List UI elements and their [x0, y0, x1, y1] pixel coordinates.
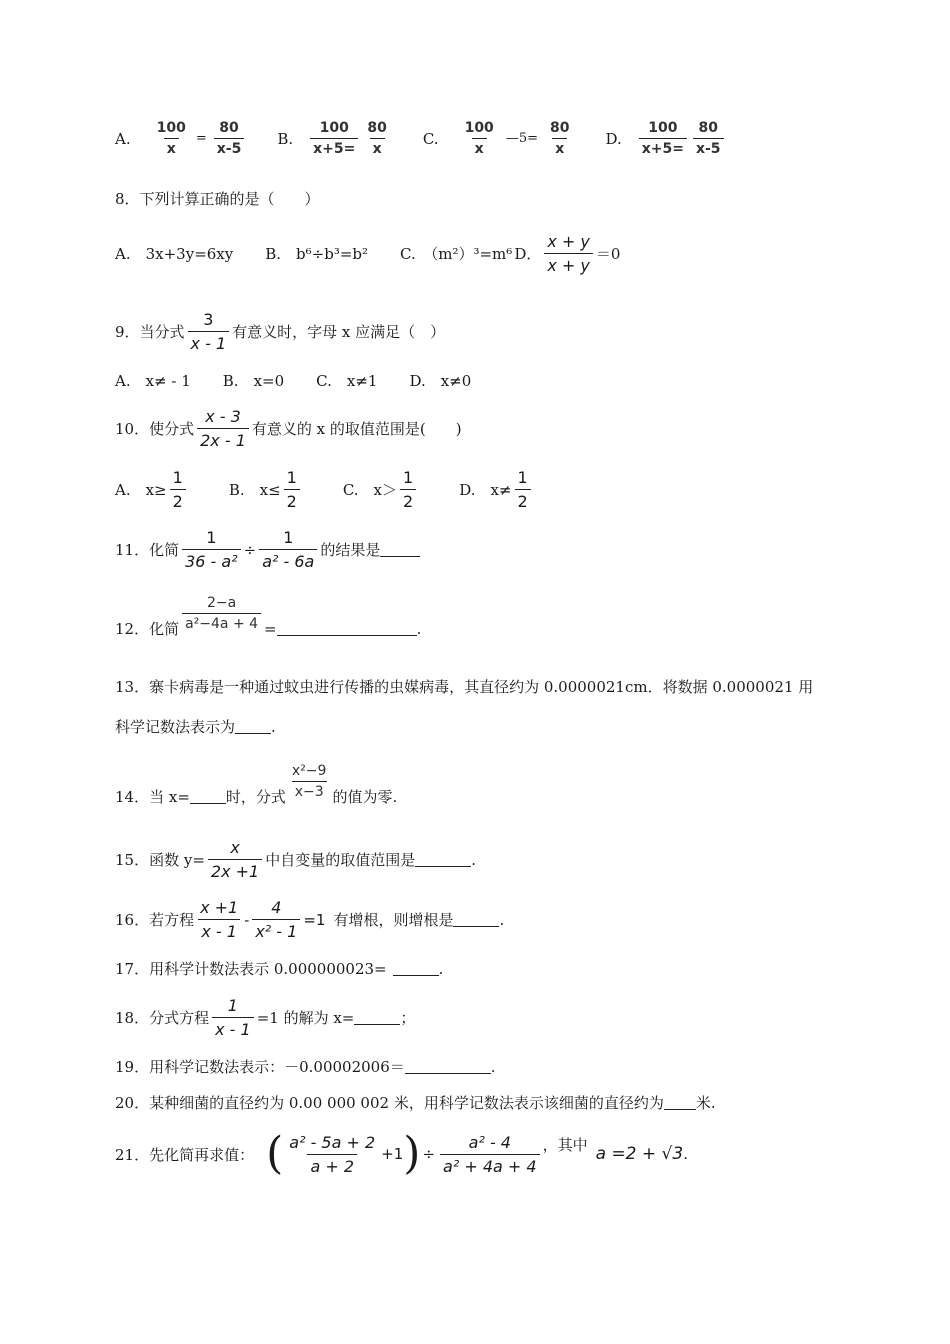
fraction: $\frac{x +1}{x - 1}$ [200, 898, 239, 941]
q19-stem: 19．用科学记数法表示：－0.00002006＝ . [115, 1057, 496, 1076]
q12-stem: 12．化简 $\frac{2-a}{\text{a²−4a + 4}}$ = . [115, 595, 422, 638]
option-label: D. [605, 129, 622, 148]
fraction: $\frac{\text{x²−9}}{x-3}$ [291, 763, 327, 800]
fraction: $\frac{\text{a² - 5a + 2}}{a + 2}$ [289, 1132, 376, 1176]
q8-stem: 8．下列计算正确的是（ ） [115, 190, 320, 208]
q9-option-c[interactable]: C. x≠1 [316, 372, 378, 390]
q10-option-c[interactable]: C. x＞ $\frac{1}{2}$ [343, 468, 419, 511]
answer-blank[interactable] [664, 1095, 696, 1110]
q7-option-c[interactable]: C. $\frac{100}{x}$ —5= $\frac{80}{x}$ [423, 120, 576, 157]
q15-stem: 15．函数 y= $\frac{x}{2x +1}$ 中自变量的取值范围是 . [115, 838, 477, 881]
fraction: $\frac{4}{\text{x² - 1}}$ [252, 898, 300, 941]
q9-option-b[interactable]: B. x=0 [222, 372, 285, 390]
answer-blank[interactable] [277, 621, 417, 636]
fraction: $\frac{\text{a² - 4}}{\text{a² + 4a + 4}}$ [440, 1133, 540, 1176]
q9-option-d[interactable]: D. x≠0 [409, 372, 472, 390]
answer-blank[interactable] [405, 1059, 491, 1074]
q9-stem: 9．当分式 $\frac{3}{x - 1}$ 有意义时，字母 x 应满足（ ） [115, 310, 446, 353]
q17-stem: 17．用科学计数法表示 0.000000023= . [115, 959, 444, 978]
fraction: $\frac{80}{x-5}$ [214, 120, 245, 157]
q8-options: A. 3x+3y=6xy B. b⁶÷b³=b² C. （m²）³=m⁶ D． $\frac{x + y}{x + y}$ ＝0 [115, 232, 621, 275]
q16-stem: 16．若方程 $\frac{x +1}{x - 1}$ - $\frac{4}{\text{x² - 1}}$ =1 有增根，则增根是 . [115, 898, 505, 941]
q7-option-d[interactable] [605, 120, 726, 157]
fraction: $\frac{1}{\text{36 - a²}}$ [182, 528, 241, 571]
fraction: $\frac{x - 3}{2x - 1}$ [197, 407, 249, 450]
fraction: $\frac{100}{x}$ [156, 120, 186, 157]
q9-options [115, 370, 471, 391]
fraction: $\frac{100}{x}$ [464, 120, 494, 157]
answer-blank[interactable] [453, 912, 499, 927]
left-paren: ( [266, 1128, 284, 1179]
q13-line2: 科学记数法表示为 . [115, 717, 276, 736]
q10-options [115, 468, 564, 511]
fraction: $\frac{80}{x-5}$ [693, 120, 724, 157]
q7-option-b[interactable] [277, 120, 393, 157]
q10-option-a[interactable]: A. x≥ $\frac{1}{2}$ [115, 468, 189, 511]
fraction: $\frac{x + y}{x + y}$ [544, 232, 593, 275]
answer-blank[interactable] [393, 961, 439, 976]
fraction: $\frac{x}{2x +1}$ [208, 838, 262, 881]
q8-option-b[interactable]: B. b⁶÷b³=b² [265, 245, 369, 263]
answer-blank[interactable] [380, 542, 420, 557]
fraction: $\frac{80}{x}$ [549, 120, 570, 157]
answer-blank[interactable] [415, 852, 471, 867]
option-label: B. [277, 129, 294, 148]
q8-option-a[interactable]: A. 3x+3y=6xy [115, 245, 234, 263]
answer-blank[interactable] [190, 789, 226, 804]
option-label: A. [115, 129, 131, 148]
q10-option-b[interactable]: B. x≤ $\frac{1}{2}$ [229, 468, 303, 511]
q18-stem: 18．分式方程 $\frac{1}{x - 1}$ =1 的解为 x= ； [115, 996, 416, 1039]
fraction: $\frac{1}{\text{a² - 6a}}$ [259, 528, 317, 571]
answer-blank[interactable] [235, 719, 271, 734]
q8-option-d[interactable]: D． [514, 245, 542, 263]
q10-stem: 10．使分式 $\frac{x - 3}{2x - 1}$ 有意义的 x 的取值范围是( ) [115, 407, 462, 450]
fraction: $\frac{3}{x - 1}$ [188, 310, 230, 353]
q11-stem: 11．化简 $\frac{1}{\text{36 - a²}}$ ÷ $\frac{1}{\text{a² - 6a}}$ 的结果是 [115, 528, 420, 571]
q9-option-a[interactable]: A. x≠ - 1 [115, 372, 191, 390]
option-label: C. [422, 129, 439, 148]
q21-stem: 21．先化简再求值： ( $\frac{\text{a² - 5a + 2}}{a + 2}$ +1 ) ÷ $\frac{\text{a² - 4}}{\text{a² + 4a + 4}}$ ，其中 a =2 + √3 . [115, 1128, 688, 1179]
answer-blank[interactable] [354, 1010, 400, 1025]
q20-stem: 20．某种细菌的直径约为 0.00 000 002 米，用科学记数法表示该细菌的直径约为 米. [115, 1094, 716, 1112]
q8-option-c[interactable]: C. （m²）³=m⁶ [400, 245, 513, 263]
fraction: $\frac{2-a}{\text{a²−4a + 4}}$ [182, 595, 261, 632]
q7-options [115, 120, 757, 157]
q14-stem: 14．当 x= 时，分式 $\frac{\text{x²−9}}{x-3}$ 的值为零. [115, 763, 398, 806]
fraction: $\frac{1}{x - 1}$ [212, 996, 254, 1039]
q7-option-a[interactable]: A. $\frac{100}{x}$ = $\frac{80}{x-5}$ [115, 120, 247, 157]
q10-option-d[interactable]: D. x≠ $\frac{1}{2}$ [459, 468, 533, 511]
right-paren: ) [403, 1128, 421, 1179]
fraction: $\frac{100}{x+5=}$ [639, 120, 687, 157]
fraction: $\frac{80}{x}$ [367, 120, 387, 157]
q13-line1: 13．寨卡病毒是一种通过蚊虫进行传播的虫媒病毒，其直径约为 0.0000021cm．将数据 0.0000021 用 [115, 678, 814, 696]
fraction: $\frac{100}{x+5=}$ [310, 120, 358, 157]
